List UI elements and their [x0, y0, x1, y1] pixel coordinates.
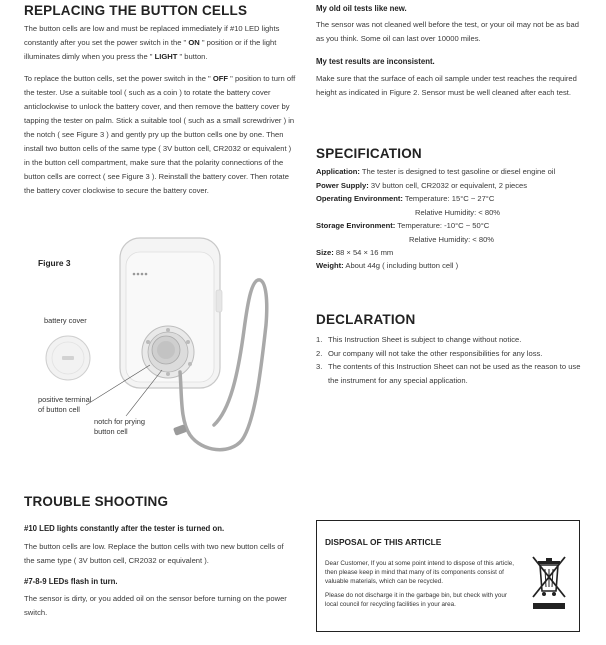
spec-label: Size:: [316, 248, 334, 257]
spec-label: Weight:: [316, 261, 344, 270]
disposal-box: [316, 520, 580, 632]
faq-answer-2: Make sure that the surface of each oil sample under test reaches the required height as indicated in Figure 2. Sensor must be well cleaned after each test.: [316, 74, 577, 97]
disposal-paragraph-1: Dear Customer, If you at some point intend to dispose of this article, then please keep in mind that many of its components consist of valuable materials, which can be recycled.: [325, 560, 515, 585]
declaration-item: [316, 347, 592, 361]
positive-terminal-label-2: of button cell: [38, 405, 80, 414]
disposal-paragraph-2: Please do not discharge it in the garbage bin, but check with your local council for recycling facilities in your area.: [325, 592, 508, 608]
notch-label-1: notch for prying: [94, 417, 145, 426]
off-keyword: OFF: [210, 74, 231, 83]
positive-terminal-label-1: positive terminal: [38, 395, 92, 404]
spec-label: Power Supply:: [316, 181, 369, 190]
text-fragment: " position to turn off the tester. Use a suitable tool ( such as a coin ) to rotate the battery cover anticlockwise to unlock the battery cover, and then remove the battery cover by tapping the tester on palm. Stick a suitable tool ( such as a small screwdriver ) in the notch ( see Figure 3 ) and gently pry up the button cells one by one. Then install two button cells of the same type ( 3V button cell, CR2032 or equivalent ) in the button cell compartment, make sure that the polarity connections of the button cells are correct ( see Figure 3 ). Reinstall the battery cover. Then rotate the battery cover clockwise to secure the battery cover.: [24, 74, 296, 195]
item-text: The contents of this Instruction Sheet can not be used as the reason to use the instrument for any special application.: [328, 362, 581, 385]
item-number: 3.: [316, 362, 323, 371]
faq-question-1: My old oil tests like new.: [316, 4, 407, 13]
figure-3-illustration: [30, 230, 290, 460]
crossed-out-bin-icon: [529, 551, 569, 615]
faq-answer-1: The sensor was not cleaned well before the test, or your oil may not be as bad as you think. Some oil can last over 10000 miles.: [316, 20, 579, 43]
text-fragment: " button.: [179, 52, 208, 61]
spec-operating-humidity: Relative Humidity: < 80%: [415, 208, 501, 217]
trouble-answer-1: The button cells are low. Replace the button cells with two new button cells of the same type ( 3V button cell, CR2032 or equivalent ).: [24, 542, 284, 565]
trouble-answer-2: The sensor is dirty, or you added oil on the sensor before turning on the power switch.: [24, 594, 287, 617]
spec-weight: [316, 261, 458, 270]
trouble-title: TROUBLE SHOOTING: [24, 494, 169, 509]
battery-cover-drawing: [46, 336, 90, 380]
figure-label: Figure 3: [38, 258, 71, 268]
spec-size: [316, 248, 393, 257]
spec-value: 3V button cell, CR2032 or equivalent, 2 pieces: [368, 181, 528, 190]
spec-storage-humidity: Relative Humidity: < 80%: [409, 235, 495, 244]
light-keyword: LIGHT: [152, 52, 180, 61]
trouble-question-1: #10 LED lights constantly after the tester is turned on.: [24, 524, 225, 533]
spec-label: Application:: [316, 167, 360, 176]
on-keyword: ON: [186, 38, 202, 47]
text-fragment: " position or if the light illuminates dimly when you press the ": [24, 38, 277, 61]
spec-operating: [316, 194, 494, 203]
spec-power: [316, 181, 527, 190]
faq-question-2: My test results are inconsistent.: [316, 57, 435, 66]
item-text: This Instruction Sheet is subject to change without notice.: [328, 335, 522, 344]
replacing-title: REPLACING THE BUTTON CELLS: [24, 3, 248, 18]
declaration-title: DECLARATION: [316, 312, 416, 327]
item-number: 2.: [316, 348, 323, 358]
declaration-item: [316, 333, 592, 347]
declaration-item: [316, 360, 592, 387]
tester-device: [120, 238, 222, 388]
spec-value: About 44g ( including button cell ): [343, 261, 459, 270]
spec-application: [316, 167, 555, 176]
disposal-title: DISPOSAL OF THIS ARTICLE: [325, 537, 442, 547]
text-fragment: The button cells are low and must be replaced immediately if #10 LED lights constantly after you set the power switch in the ": [24, 24, 280, 47]
item-text: Our company will not take the other responsibilities for any loss.: [328, 348, 543, 358]
spec-value: Temperature: 15°C ~ 27°C: [402, 194, 495, 203]
disposal-body: [325, 559, 515, 609]
spec-value: 88 × 54 × 16 mm: [333, 248, 394, 257]
text-fragment: To replace the button cells, set the power switch in the ": [24, 74, 211, 83]
replacing-paragraph-2: [24, 72, 296, 198]
specification-title: SPECIFICATION: [316, 146, 422, 161]
spec-value: The tester is designed to test gasoline or diesel engine oil: [359, 167, 556, 176]
spec-label: Operating Environment:: [316, 194, 403, 203]
spec-value: Temperature: -10°C ~ 50°C: [395, 221, 490, 230]
declaration-list: [316, 333, 592, 387]
notch-label-2: button cell: [94, 427, 128, 436]
spec-storage: [316, 221, 489, 230]
trouble-question-2: #7-8-9 LEDs flash in turn.: [24, 577, 118, 586]
battery-cover-label: battery cover: [44, 316, 87, 325]
spec-label: Storage Environment:: [316, 221, 396, 230]
item-number: 1.: [316, 335, 323, 344]
replacing-paragraph-1: [24, 22, 296, 64]
